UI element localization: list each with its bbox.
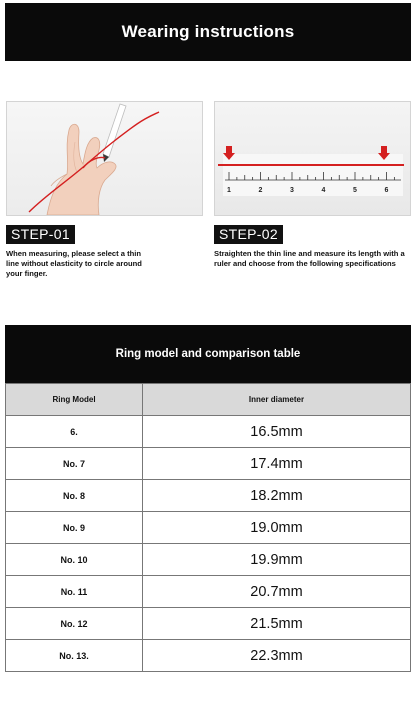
table-title: Ring model and comparison table xyxy=(5,325,411,383)
inner-diameter-cell: 17.4mm xyxy=(143,448,411,480)
inner-diameter-cell: 21.5mm xyxy=(143,608,411,640)
table-header-row xyxy=(6,384,411,416)
step2-tag: STEP-02 xyxy=(214,225,283,244)
ruler-number: 5 xyxy=(353,187,357,194)
ring-model-cell: No. 9 xyxy=(6,512,143,544)
ruler-number: 3 xyxy=(290,187,294,194)
ruler-image xyxy=(215,102,410,215)
page-header xyxy=(5,3,411,61)
ring-model-cell: No. 7 xyxy=(6,448,143,480)
step1-description: When measuring, please select a thin line without elasticity to circle around your finger. xyxy=(6,249,142,278)
ring-model-cell: 6. xyxy=(6,416,143,448)
inner-diameter-cell: 20.7mm xyxy=(143,576,411,608)
table-row xyxy=(6,448,411,480)
table-row xyxy=(6,640,411,672)
ruler-number: 2 xyxy=(258,187,263,194)
step1-tag: STEP-01 xyxy=(6,225,75,244)
table-row xyxy=(6,576,411,608)
step2-description: Straighten the thin line and measure its length with a ruler and choose from the following specifications xyxy=(214,249,405,268)
ring-model-cell: No. 10 xyxy=(6,544,143,576)
size-table xyxy=(5,325,411,682)
inner-diameter-cell: 19.0mm xyxy=(143,512,411,544)
ring-model-cell: No. 12 xyxy=(6,608,143,640)
table-row xyxy=(6,512,411,544)
step2-illustration xyxy=(214,101,411,216)
table-row xyxy=(6,608,411,640)
ruler-number: 1 xyxy=(227,187,231,194)
inner-diameter-cell: 18.2mm xyxy=(143,480,411,512)
ruler-number: 6 xyxy=(384,187,389,194)
page-title: Wearing instructions xyxy=(121,22,295,41)
table-row xyxy=(6,480,411,512)
inner-diameter-cell: 16.5mm xyxy=(143,416,411,448)
ring-model-cell: No. 8 xyxy=(6,480,143,512)
ring-model-cell: No. 11 xyxy=(6,576,143,608)
table-row xyxy=(6,544,411,576)
column-header-inner-diameter: Inner diameter xyxy=(143,384,411,416)
inner-diameter-cell: 19.9mm xyxy=(143,544,411,576)
inner-diameter-cell: 22.3mm xyxy=(143,640,411,672)
hand-measuring-image xyxy=(7,102,202,215)
column-header-ring-model: Ring Model xyxy=(6,384,143,416)
table-row xyxy=(6,416,411,448)
step1-illustration xyxy=(6,101,203,216)
ruler-number: 4 xyxy=(321,187,326,194)
ring-model-cell: No. 13. xyxy=(6,640,143,672)
